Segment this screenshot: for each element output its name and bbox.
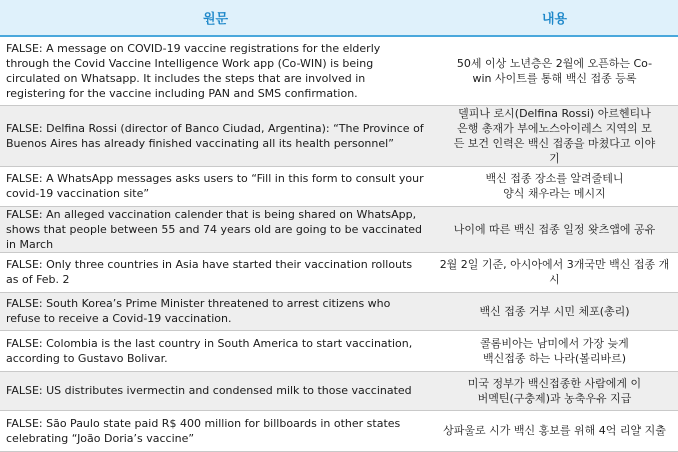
table-row bbox=[0, 105, 678, 166]
content-text: 미국 정부가 백신접종한 사람에게 이버멕틴(구충제)과 농축우유 지급 bbox=[467, 376, 642, 405]
content-cell bbox=[431, 330, 678, 371]
table-row bbox=[0, 410, 678, 451]
table-row bbox=[0, 206, 678, 252]
content-text: 백신 접종 거부 시민 체포(총리) bbox=[479, 304, 630, 318]
source-cell: FALSE: Delfina Rossi (director of Banco Ciudad, Argentina): “The Province of Buenos Aires has already finished vaccinating all its health personnel” bbox=[0, 105, 431, 166]
source-cell: FALSE: A WhatsApp messages asks users to “Fill in this form to consult your covid-19 vaccination site” bbox=[0, 166, 431, 206]
content-text: 콜롬비아는 남미에서 가장 늦게 백신접종 하는 나라(볼리바르) bbox=[480, 336, 629, 365]
source-cell: FALSE: São Paulo state paid R$ 400 million for billboards in other states celebrating “João Doria’s vaccine” bbox=[0, 410, 431, 451]
source-cell: FALSE: Only three countries in Asia have started their vaccination rollouts as of Feb. 2 bbox=[0, 252, 431, 292]
content-cell bbox=[431, 371, 678, 410]
header-source: 원문 bbox=[0, 0, 431, 36]
source-cell: FALSE: A message on COVID-19 vaccine registrations for the elderly through the Covid Vaccine Intelligence Work app (Co-WIN) is being circulated on Whatsapp. It includes the steps that are involved in registering for the vaccine including PAN and SMS confirmation. bbox=[0, 36, 431, 105]
content-cell bbox=[431, 292, 678, 330]
header-content: 내용 bbox=[431, 0, 678, 36]
table-body bbox=[0, 36, 678, 451]
content-text: 델피나 로시(Delfina Rossi) 아르헨티나 은행 총재가 부에노스아이레스 지역의 모든 보건 인력은 백신 접종을 마쳤다고 이야기 bbox=[453, 106, 656, 165]
table-row bbox=[0, 252, 678, 292]
content-cell bbox=[431, 252, 678, 292]
content-text: 2월 2일 기준, 아시아에서 3개국만 백신 접종 개시 bbox=[439, 258, 670, 286]
source-cell: FALSE: US distributes ivermectin and condensed milk to those vaccinated bbox=[0, 371, 431, 410]
content-text: 상파울로 시가 백신 홍보를 위해 4억 리얄 지출 bbox=[443, 424, 666, 437]
source-cell: FALSE: Colombia is the last country in South America to start vaccination, according to Gustavo Bolivar. bbox=[0, 330, 431, 371]
content-text: 백신 접종 장소를 알려줄테니 양식 채우라는 메시지 bbox=[485, 172, 624, 200]
content-cell bbox=[431, 206, 678, 252]
table-row bbox=[0, 36, 678, 105]
table-row bbox=[0, 330, 678, 371]
table-row bbox=[0, 371, 678, 410]
table-header bbox=[0, 0, 678, 36]
content-text: 나이에 따른 백신 접종 일정 왓츠앱에 공유 bbox=[453, 222, 656, 236]
content-cell bbox=[431, 105, 678, 166]
content-cell bbox=[431, 410, 678, 451]
content-text: 50세 이상 노년층은 2월에 오픈하는 Co-win 사이트를 통해 백신 접종 등록 bbox=[456, 56, 653, 85]
content-cell bbox=[431, 166, 678, 206]
content-cell bbox=[431, 36, 678, 105]
table-row bbox=[0, 292, 678, 330]
source-cell: FALSE: An alleged vaccination calender that is being shared on WhatsApp, shows that people between 55 and 74 years old are going to be vaccinated in March bbox=[0, 206, 431, 252]
source-cell: FALSE: South Korea’s Prime Minister threatened to arrest citizens who refuse to receive a Covid-19 vaccination. bbox=[0, 292, 431, 330]
table-row bbox=[0, 166, 678, 206]
header-row bbox=[0, 0, 678, 36]
